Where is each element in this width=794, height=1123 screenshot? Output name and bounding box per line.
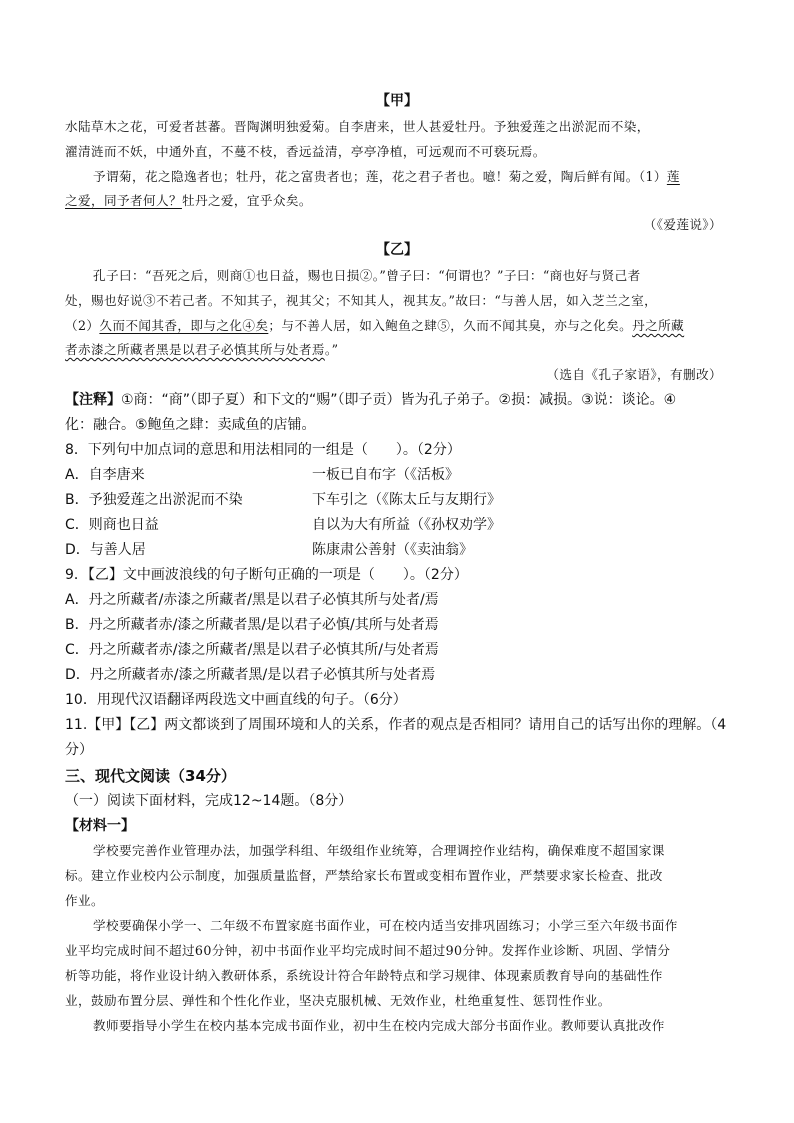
material-1-line: 标。建立作业校内公示制度，加强质量监督，严禁给家长布置或变相布置作业，严禁要求家长检查、批改 [65,868,663,883]
underlined-sentence: 久而不闻其香，即与之化④矣 [99,318,269,333]
q8-option-left: C．则商也日益 [65,517,159,533]
q8-option-right: 陈康肃公善射（《卖油翁》 [312,542,473,558]
question-marker: （2） [65,318,100,333]
underlined-sentence: 之爱，同予者何人？ [65,193,182,208]
material-1-line: 教师要指导小学生在校内基本完成书面作业，初中生在校内完成大部分书面作业。教师要认真批改作 [93,1018,665,1033]
wavy-sentence: 丹之所藏 [632,318,685,333]
passage-jia-heading: 【甲】 [376,93,418,109]
passage-jia-source: （《爱莲说》） [643,217,722,232]
q9-option: C．丹之所藏者赤/漆之所藏者/黑是以君子必慎其所/与处者焉 [65,642,439,658]
q8-option-right: 下车引之（《陈太丘与友期行》 [312,492,501,508]
passage-yi-line [65,340,338,360]
underlined-sentence: 莲 [666,169,680,184]
question-11-line: 分） [65,742,93,758]
question-8-stem: 8．下列句中加点词的意思和用法相同的一组是（ ）。（2分） [65,442,461,458]
q8-option-left: D．与善人居 [65,542,146,558]
q8-option-left: A．自李唐来 [65,467,145,483]
question-11-line: 11.【甲】【乙】两文都谈到了周围环境和人的关系，作者的观点是否相同？请用自己的话写出你的理解。（4 [65,717,727,733]
section-3-title: 三、现代文阅读（34分） [65,767,236,785]
passage-yi-line [65,316,684,336]
passage-jia-text: 予谓菊，花之隐逸者也；牡丹，花之富贵者也；莲，花之君子者也。噫！菊之爱，陶后鲜有闻。 [93,169,639,184]
material-1-line: 业，鼓励布置分层、弹性和个性化作业，坚决克服机械、无效作业，杜绝重复性、惩罚性作业。 [65,993,611,1008]
passage-jia-line: 水陆草木之花，可爱者甚蕃。晋陶渊明独爱菊。自李唐来，世人甚爱牡丹。予独爱莲之出淤泥而不染， [65,119,650,134]
q9-option: A．丹之所藏者/赤漆之所藏者/黑是以君子必慎其所与处者/焉 [65,592,439,608]
question-10: 10．用现代汉语翻译两段选文中画直线的句子。（6分） [65,692,407,708]
notes-text: ①商：“商”（即子夏）和下文的“赐”（即子贡）皆为孔子弟子。②损：减损。③说：谈论。④ [121,392,677,408]
q8-option-right: 自以为大有所益（《孙权劝学》 [312,517,501,533]
passage-jia-line [65,191,312,211]
material-1-line: 业平均完成时间不超过60分钟，初中书面作业平均完成时间不超过90分钟。发挥作业诊断、巩固、学情分 [65,943,671,958]
material-1-line: 学校要完善作业管理办法，加强学科组、年级组作业统筹，合理调控作业结构，确保难度不超国家课 [93,843,665,858]
q8-option-left: B．予独爱莲之出淤泥而不染 [65,492,243,508]
material-1-line: 析等功能，将作业设计纳入教研体系，系统设计符合年龄特点和学习规律、体现素质教育导向的基础性作 [65,968,663,983]
notes-label: 【注释】 [65,392,121,408]
question-marker: （1） [638,169,667,184]
notes-line [65,390,676,410]
material-1-label: 【材料一】 [65,818,135,834]
q8-option-right: 一板已自布字（《活板》 [312,467,459,483]
passage-jia-line: 濯清涟而不妖，中通外直，不蔓不枝，香远益清，亭亭净植，可远观而不可亵玩焉。 [65,144,546,159]
passage-yi-line: 处，赐也好说③不若己者。不知其子，视其父；不知其人，视其友。”故曰：“与善人居，如入芝兰之室， [65,293,658,308]
passage-jia-line [93,167,680,187]
passage-yi-text: ；与不善人居，如入鲍鱼之肆⑤，久而不闻其臭，亦与之化矣。 [268,318,633,333]
question-9-stem: 9．【乙】文中画波浪线的句子断句正确的一项是（ ）。（2分） [65,567,468,583]
material-1-line: 学校要确保小学一、二年级不布置家庭书面作业，可在校内适当安排巩固练习；小学三至六年级书面作 [93,918,678,933]
material-1-line: 作业。 [65,893,104,908]
passage-yi-heading: 【乙】 [376,242,418,258]
notes-line: 化：融合。⑤鲍鱼之肆：卖咸鱼的店铺。 [65,417,316,433]
section-3-subtitle: （一）阅读下面材料，完成12~14题。（8分） [65,793,353,809]
wavy-sentence: 者赤漆之所藏者黑是以君子必慎其所与处者焉 [65,342,325,357]
passage-jia-text: 牡丹之爱，宜乎众矣。 [181,193,312,208]
q9-option: B．丹之所藏者赤/漆之所藏者黑/是以君子必慎/其所与处者焉 [65,617,439,633]
passage-yi-text: 。” [324,342,339,357]
passage-yi-source: （选自《孔子家语》，有删改） [546,367,722,382]
passage-yi-line: 孔子曰：“吾死之后，则商①也日益，赐也日损②。”曾子曰：“何谓也？”子曰：“商也好与贤己者 [93,268,641,283]
q9-option: D．丹之所藏者赤/漆之所藏者黑/是以君子必慎其所与处者焉 [65,667,436,683]
